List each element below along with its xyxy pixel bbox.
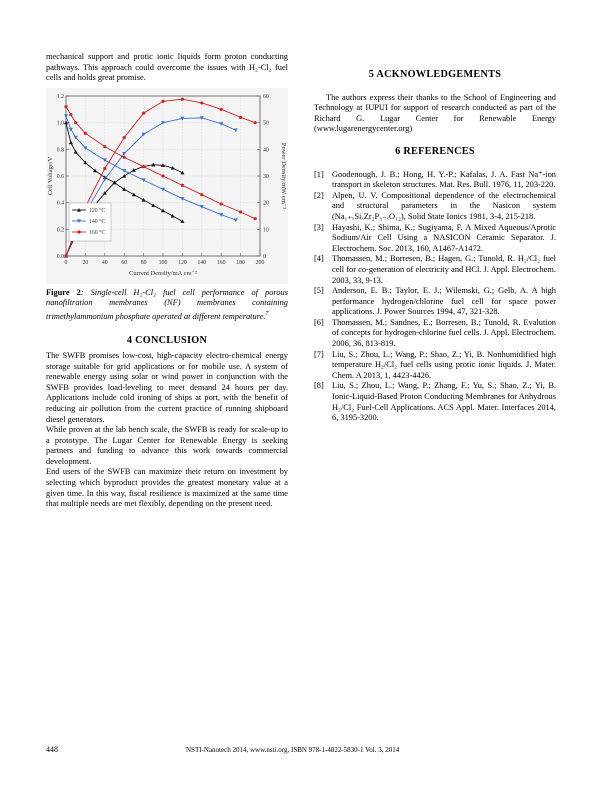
reference-text: Alpen, U. V. Compositional dependence of the electrochemical and structural parameters in the Nasicon system (Na₁₊ₓSiₓZr₂P₃₋ₓO₁₂), Solid State Ionics 1981, 3-4, 215-218.: [332, 190, 556, 221]
y-tick-label-left: 0.0: [56, 253, 64, 260]
acknowledgements-paragraph: The authors express their thanks to the School of Engineering and Technology at IUPUI for support of research conducted as part of the Richard G. Lugar Center for Renewable Energy (www.lugarenergycenter.org): [314, 92, 556, 134]
legend-label: 120 °C: [89, 207, 106, 214]
voltage-point: [220, 202, 223, 205]
conclusion-paragraph-3: End users of the SWFB can maximize their return on investment by selecting which byproduct provides the greatest monetary value at a given time. In this way, fiscal resilience is maximized at the same time that multiple needs are met flexibly, depending on the present need.: [46, 467, 288, 509]
reference-item: [314, 223, 556, 255]
power-point: [103, 167, 106, 170]
reference-item: [314, 254, 556, 286]
reference-text: Thomassen, M.; Sandnes, E.; Borresen, B.; Tunold, R. Evalution of concepts for hydrogen-chlorine fuel cells. J. Appl. Electrochem. 2006, 36, 813-819.: [332, 317, 556, 349]
y-axis-label-right: Power Density/mW cm⁻²: [280, 142, 287, 209]
reference-text: Anderson, E. B.; Taylor, E. J.; Wilemski, G.; Gelb, A. A high performance hydrogen/chlorine fuel cell for space power applications. J. Power Sources 1994, 47, 321-328.: [332, 286, 556, 317]
reference-number: [1]: [314, 169, 324, 179]
x-tick-label: 100: [158, 259, 168, 266]
power-point: [220, 108, 223, 111]
reference-text: Liu, S.; Zhou, L.; Wang, P.; Shao, Z.; Yi, B. Nonhumidified high temperature H₂/Cl₂ fuel cells using protic ionic liquids. J. Mater. Chem. A 2013, 1, 4423-4426.: [332, 349, 556, 380]
figure-caption-text: : Single-cell H₂-Cl₂ fuel cell performance of porous nanofiltration membranes (NF) membranes containing trimethylammonium phosphate operated at different temperature.: [46, 287, 288, 321]
figure-label: Figure 2: [46, 287, 81, 297]
power-point: [200, 101, 203, 104]
reference-item: [314, 170, 556, 191]
chart-background: [46, 88, 288, 284]
intro-paragraph: mechanical support and protic ionic liquids form proton conducting pathways. This approach could overcome the issues with H₂-Cl₂ fuel cells and holds great promise.: [46, 52, 288, 83]
y-tick-label-right: 10: [263, 227, 269, 234]
power-point: [254, 121, 257, 124]
power-point: [123, 136, 126, 139]
performance-chart: [46, 88, 288, 284]
footer-citation: NSTI-Nanotech 2014, www.nsti.org, ISBN 978-1-4822-5830-1 Vol. 3, 2014: [186, 746, 400, 754]
reference-list: [314, 170, 556, 424]
voltage-point: [200, 193, 203, 196]
reference-text: Thomassen, M.; Borresen, B.; Hagen, G.; Tunold, R. H₂/Cl₂ fuel cell for co-generation of electricity and HCl. J. Appl. Electrochem. 2003, 33, 9-13.: [332, 254, 556, 285]
x-tick-label: 40: [101, 259, 108, 266]
y-tick-label-left: 0.6: [56, 173, 64, 180]
y-tick-label-right: 20: [263, 200, 269, 207]
conclusion-paragraph-1: The SWFB promises low-cost, high-capacity electro-chemical energy storage suitable for grid applications or for mobile use. A system of renewable energy using solar or wind power in conjunction with the SWFB provides load-leveling to meet demand 24 hours per day. Applications include cold ironing of ships at port, with the benefit of reducing air pollution from the current practice of running shipboard diesel generators.: [46, 350, 288, 424]
y-tick-label-right: 40: [263, 147, 269, 154]
x-tick-label: 200: [255, 259, 265, 266]
voltage-point: [161, 174, 164, 177]
voltage-point: [181, 184, 184, 187]
reference-number: [8]: [314, 381, 324, 391]
right-column: [314, 52, 556, 424]
page-number: 448: [46, 745, 58, 754]
voltage-point: [64, 105, 67, 108]
voltage-point: [103, 145, 106, 148]
x-tick-label: 20: [82, 259, 89, 266]
chart-legend: [69, 203, 111, 241]
conclusion-heading: 4 CONCLUSION: [126, 335, 208, 347]
x-tick-label: 120: [178, 259, 187, 266]
y-tick-label-right: 30: [263, 173, 269, 180]
x-axis-label: Current Density/mA cm⁻²: [129, 269, 197, 277]
reference-item: [314, 350, 556, 382]
figure-ref: 7: [265, 310, 269, 317]
y-tick-label-left: 1.0: [56, 120, 64, 127]
left-column: [46, 52, 288, 510]
legend-label: 140 °C: [89, 218, 106, 225]
reference-number: [3]: [314, 222, 324, 232]
legend-label: 160 °C: [89, 229, 106, 236]
y-tick-label-right: 60: [263, 93, 269, 100]
voltage-point: [74, 121, 77, 124]
y-tick-label-left: 0.8: [56, 147, 64, 154]
y-tick-label-right: 0: [263, 253, 266, 260]
power-point: [161, 100, 164, 103]
reference-item: [314, 381, 556, 423]
voltage-point: [239, 210, 242, 213]
power-point: [239, 116, 242, 119]
reference-number: [7]: [314, 349, 324, 359]
voltage-point: [254, 217, 257, 220]
voltage-point: [84, 132, 87, 135]
reference-item: [314, 318, 556, 350]
x-tick-label: 60: [121, 259, 128, 266]
y-tick-label-right: 50: [263, 120, 269, 127]
x-tick-label: 80: [140, 259, 147, 266]
acknowledgements-heading: 5 ACKNOWLEDGEMENTS: [368, 69, 502, 80]
x-tick-label: 180: [236, 259, 245, 266]
figure-2: [46, 88, 288, 284]
legend-marker: [77, 230, 80, 233]
reference-number: [6]: [314, 317, 324, 327]
figure-caption: [46, 288, 288, 323]
power-point: [142, 111, 145, 114]
x-tick-label: 0: [64, 259, 68, 266]
x-tick-label: 160: [216, 259, 226, 266]
voltage-point: [142, 165, 145, 168]
reference-item: [314, 191, 556, 223]
power-point: [64, 254, 67, 257]
reference-text: Hayashi, K.; Shima, K.; Sugiyama, F. A Mixed Aqueous/Aprotic Sodium/Air Cell Using a NASICON Ceramic Separator. J. Electrochem. Soc. 2013, 160, A1467-A1472.: [332, 222, 556, 253]
reference-number: [2]: [314, 190, 324, 200]
reference-number: [5]: [314, 286, 324, 296]
reference-text: Goodenough, J. B.; Hong, H. Y.-P.; Kafalas, J. A. Fast Na⁺-ion transport in skeleton structures. Mat. Res. Bull. 1976, 11, 203-220.: [332, 169, 556, 190]
reference-text: Liu, S.; Zhou, L.; Wang, P.; Zhang, F.; Yu, S.; Shao, Z.; Yi, B. Ionic-Liquid-Based Proton Conducting Membranes for Anhydrous H₂/Cl₂ Fuel-Cell Applications. ACS Appl. Mater. Interfaces 2014, 6, 3195-3200.: [332, 381, 556, 423]
power-point: [181, 97, 184, 100]
reference-item: [314, 286, 556, 318]
voltage-point: [69, 113, 72, 116]
reference-number: [4]: [314, 254, 324, 264]
y-tick-label-left: 0.4: [56, 200, 64, 207]
y-axis-label-left: Cell Voltage/V: [47, 156, 54, 196]
x-tick-label: 140: [197, 259, 207, 266]
conclusion-paragraph-2: While proven at the lab bench scale, the SWFB is ready for scale-up to a prototype. The Lugar Center for Renewable Energy is seeking partners and funding to advance this work towards commercial development.: [46, 425, 288, 466]
y-tick-label-left: 1.2: [56, 93, 64, 100]
y-tick-label-left: 0.2: [56, 227, 64, 234]
voltage-point: [123, 156, 126, 159]
references-heading: 6 REFERENCES: [395, 145, 475, 157]
